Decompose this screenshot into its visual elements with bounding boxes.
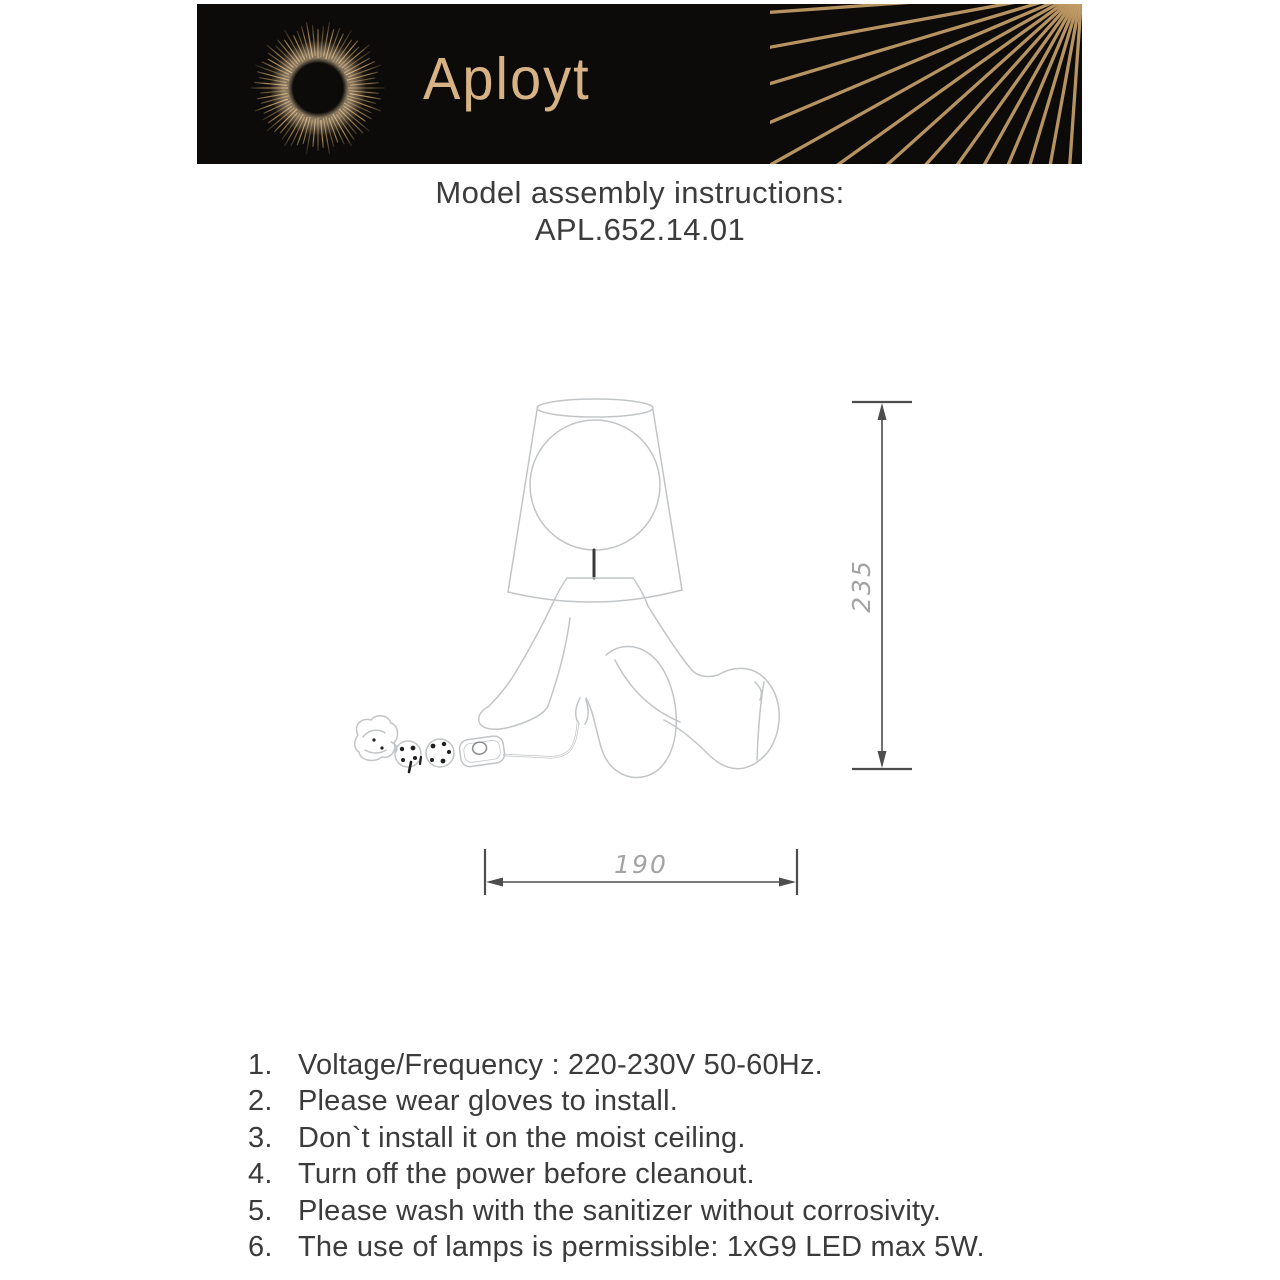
lamp-figure-drawing <box>355 399 779 777</box>
item-text: Please wash with the sanitizer without corrosivity. <box>298 1194 942 1227</box>
instructions-list <box>248 1047 985 1265</box>
item-number: 2. <box>248 1085 273 1118</box>
lamp-technical-drawing <box>330 360 970 930</box>
instruction-item <box>248 1193 985 1229</box>
brand-header <box>197 4 1082 164</box>
height-dimension-label: 235 <box>847 559 876 613</box>
item-text: The use of lamps is permissible: 1xG9 LED max 5W. <box>298 1231 985 1264</box>
figure-near-leg <box>586 646 676 777</box>
starburst-logo <box>248 18 388 158</box>
instruction-item <box>248 1083 985 1119</box>
brand-wordmark: Aployt <box>423 45 591 112</box>
ray-fan-icon <box>770 4 1082 164</box>
figure-hand-curl <box>576 698 588 724</box>
item-number: 3. <box>248 1121 273 1154</box>
instruction-item <box>248 1120 985 1156</box>
figure-left-leg <box>479 618 570 729</box>
width-dimension-label: 190 <box>614 850 668 879</box>
item-number: 5. <box>248 1194 273 1227</box>
document-title <box>0 174 1280 248</box>
item-number: 4. <box>248 1158 273 1191</box>
instruction-item <box>248 1229 985 1265</box>
starburst-fade <box>248 18 388 158</box>
plug-assembly <box>355 716 454 772</box>
item-text: Voltage/Frequency : 220-230V 50-60Hz. <box>298 1049 823 1081</box>
figure-torso <box>488 578 718 707</box>
inline-switch <box>458 735 505 768</box>
item-number: 1. <box>248 1049 273 1081</box>
item-text: Please wear gloves to install. <box>298 1085 678 1118</box>
instruction-item <box>248 1156 985 1192</box>
lamp-globe <box>530 420 660 550</box>
power-cord <box>504 722 578 757</box>
item-text: Don`t install it on the moist ceiling. <box>298 1121 746 1154</box>
figure-right-boot <box>615 660 779 769</box>
item-text: Turn off the power before cleanout. <box>298 1158 755 1191</box>
item-number: 6. <box>248 1231 273 1264</box>
title-line-2: APL.652.14.01 <box>534 212 746 247</box>
instruction-item <box>248 1047 985 1083</box>
title-line-1: Model assembly instructions: <box>435 175 845 210</box>
